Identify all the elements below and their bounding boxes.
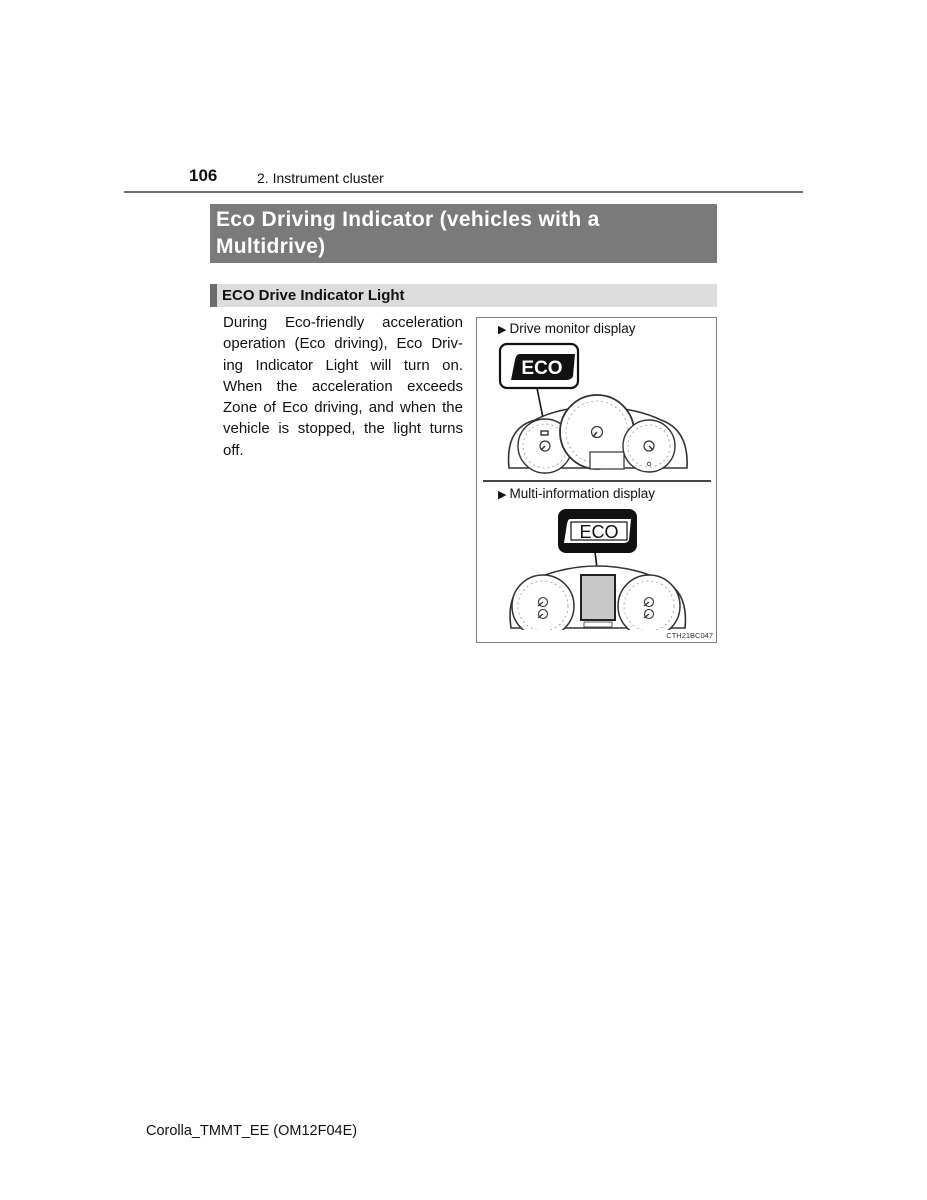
eco-indicator-lamp <box>541 431 548 435</box>
section-title-line-2: Multidrive) <box>216 235 326 258</box>
figure-panel <box>476 317 717 643</box>
eco-badge-text: ECO <box>521 358 563 379</box>
figure-label-multi-info <box>498 486 655 501</box>
pointer-arrow-icon: ▶ <box>498 324 507 336</box>
eco-badge-text: ECO <box>579 522 619 542</box>
multi-info-illustration <box>477 506 716 630</box>
figure-label-multi-info-text: Multi-information display <box>509 486 656 501</box>
subheading: ECO Drive Indicator Light <box>222 287 405 304</box>
figure-divider <box>483 480 711 482</box>
center-display <box>590 452 624 469</box>
section-title-bar <box>210 204 717 263</box>
figure-code: CTH21BC047 <box>666 631 713 640</box>
pointer-arrow-icon: ▶ <box>498 489 507 501</box>
subheading-bar <box>210 284 717 307</box>
figure-label-drive-monitor-text: Drive monitor display <box>509 321 636 336</box>
page-number: 106 <box>189 166 218 185</box>
header-divider <box>124 191 803 193</box>
body-paragraph: During Eco-friendly acceleration operation (Eco driving), Eco Driv-ing Indicator Light will turn on. When the acceleration exceeds Zone of Eco driving, and when the vehicle is stopped, the light turns off. <box>223 314 463 459</box>
section-title-line-1: Eco Driving Indicator (vehicles with a <box>216 208 600 231</box>
multi-info-display <box>581 575 615 620</box>
document-footer: Corolla_TMMT_EE (OM12F04E) <box>146 1123 358 1139</box>
figure-label-drive-monitor <box>498 321 636 336</box>
section-name: 2. Instrument cluster <box>257 170 384 186</box>
drive-monitor-illustration <box>477 340 716 475</box>
